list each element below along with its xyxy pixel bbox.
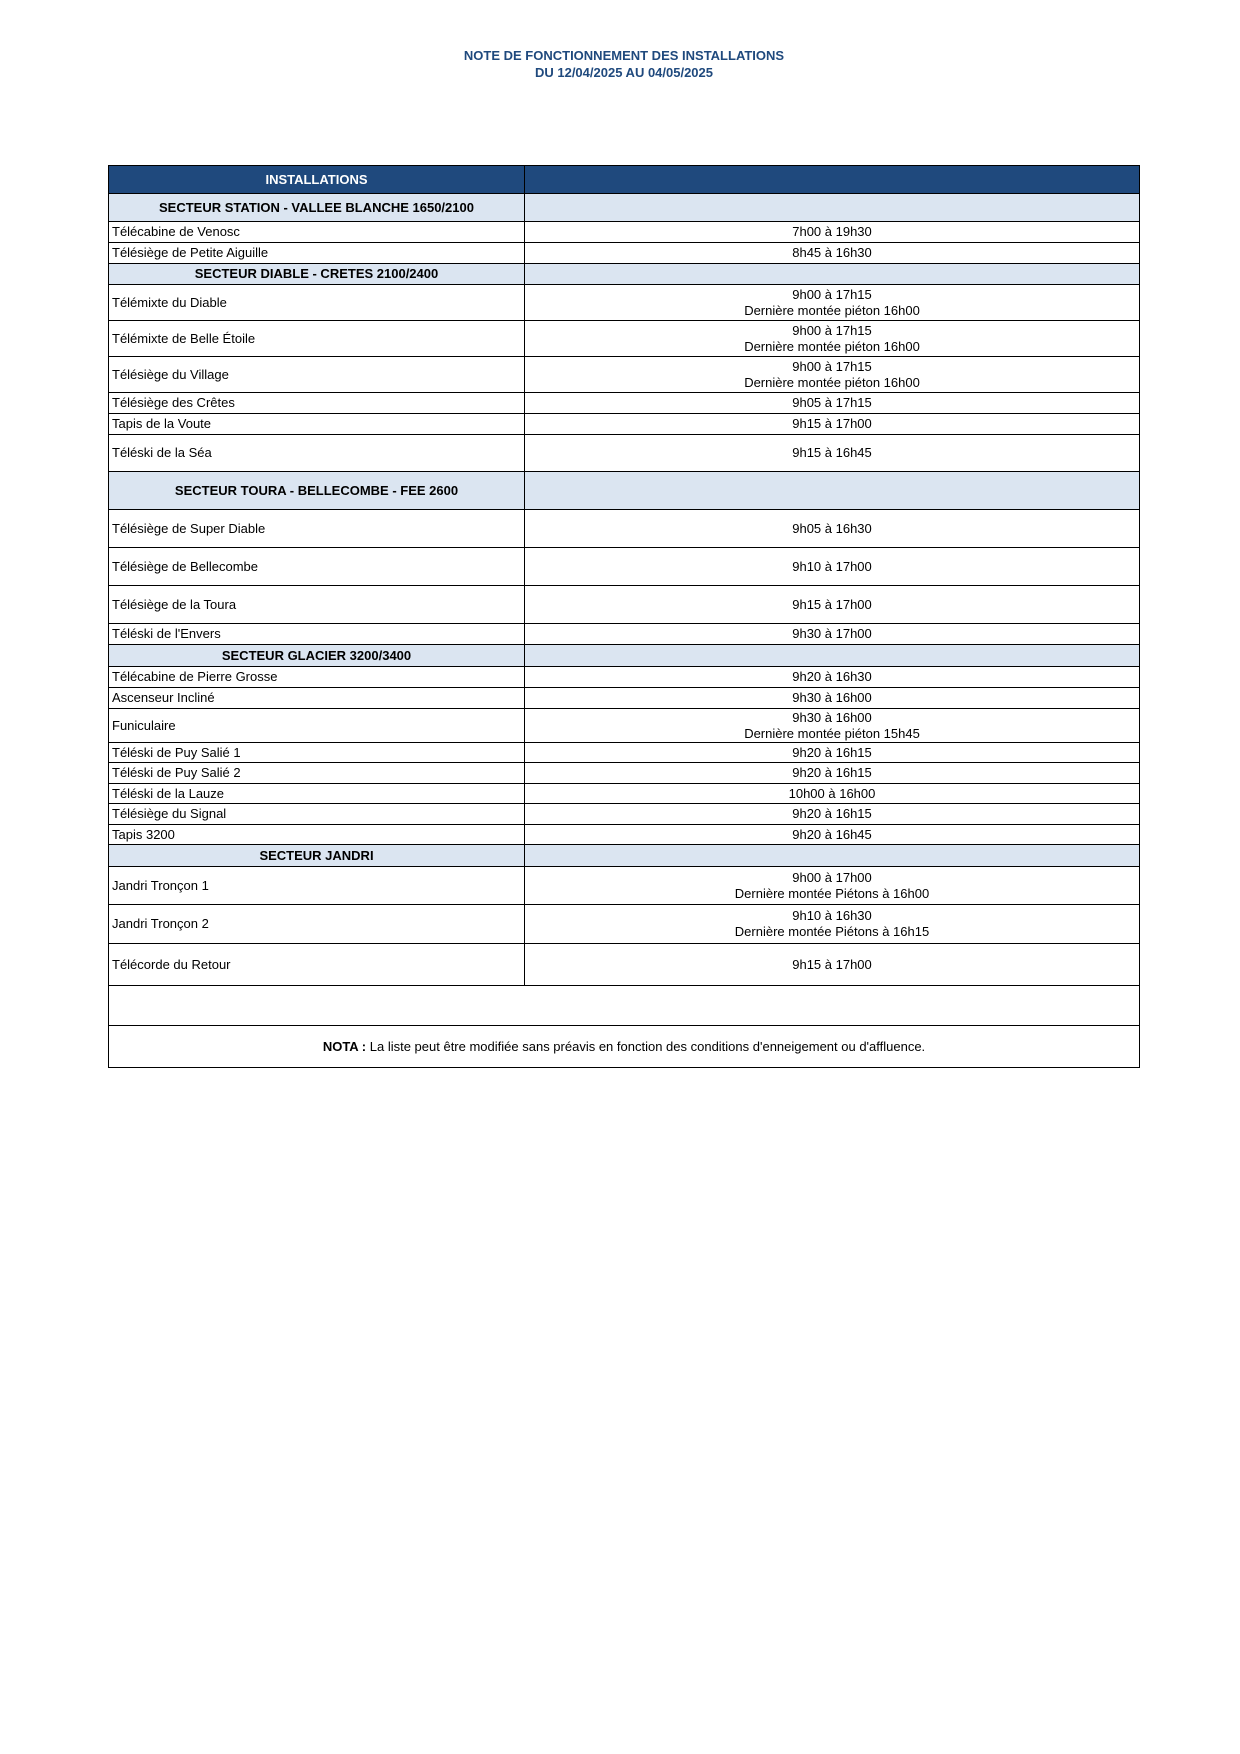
installation-name: Télécabine de Venosc	[109, 222, 525, 243]
nota-label: NOTA :	[322, 1038, 367, 1054]
opening-hours: 9h05 à 17h15	[792, 395, 872, 410]
installation-name: Télésiège du Village	[109, 357, 525, 393]
opening-hours: 9h05 à 16h30	[792, 520, 872, 536]
table-row	[109, 709, 1140, 743]
opening-hours-cell	[525, 321, 1140, 357]
opening-hours-cell	[525, 743, 1140, 763]
installation-name: Télésiège de Bellecombe	[109, 548, 525, 586]
opening-hours: 9h10 à 17h00	[792, 558, 872, 574]
installation-name: Télécabine de Pierre Grosse	[109, 667, 525, 688]
opening-hours: 7h00 à 19h30	[792, 224, 872, 239]
opening-hours-cell	[525, 285, 1140, 321]
section-title: SECTEUR DIABLE - CRETES 2100/2400	[109, 264, 525, 285]
opening-hours: 9h20 à 16h15	[792, 806, 872, 821]
installation-name: Téléski de Puy Salié 2	[109, 763, 525, 784]
opening-hours: 9h20 à 16h45	[792, 826, 872, 842]
opening-hours: 9h30 à 17h00	[792, 626, 872, 641]
installation-name: Télésiège de Super Diable	[109, 510, 525, 548]
opening-hours-cell	[525, 709, 1140, 743]
opening-hours: 9h00 à 17h15	[792, 322, 872, 338]
section-empty-cell	[525, 645, 1140, 667]
table-row	[109, 393, 1140, 414]
title-line-2: DU 12/04/2025 AU 04/05/2025	[534, 65, 714, 80]
table-row	[109, 414, 1140, 435]
nota-text: La liste peut être modifiée sans préavis en fonction des conditions d'enneigement ou d'affluence.	[366, 1038, 926, 1054]
opening-hours-cell	[525, 586, 1140, 624]
opening-hours: 9h30 à 16h00	[792, 690, 872, 705]
section-title: SECTEUR STATION - VALLEE BLANCHE 1650/2100	[109, 194, 525, 222]
table-row	[109, 243, 1140, 264]
section-header-row	[109, 472, 1140, 510]
installation-name: Téléski de la Séa	[109, 435, 525, 472]
installation-name: Téléski de Puy Salié 1	[109, 743, 525, 763]
opening-hours-cell	[525, 688, 1140, 709]
section-empty-cell	[525, 194, 1140, 222]
table-row	[109, 743, 1140, 763]
section-empty-cell	[525, 472, 1140, 510]
opening-hours-cell	[525, 510, 1140, 548]
table-row	[109, 586, 1140, 624]
opening-hours-cell	[525, 548, 1140, 586]
opening-hours: 9h30 à 16h00	[792, 709, 872, 725]
spacer-row	[109, 986, 1140, 1026]
opening-hours-cell	[525, 825, 1140, 845]
table-row	[109, 285, 1140, 321]
opening-hours: 9h20 à 16h15	[792, 744, 872, 760]
section-title: SECTEUR GLACIER 3200/3400	[109, 645, 525, 667]
nota-cell	[109, 1026, 1140, 1068]
opening-hours-cell	[525, 804, 1140, 825]
opening-hours-cell	[525, 243, 1140, 264]
opening-hours-cell	[525, 944, 1140, 986]
installation-name: Télésiège du Signal	[109, 804, 525, 825]
table-row	[109, 784, 1140, 804]
opening-hours: 9h00 à 17h00	[792, 869, 872, 885]
table-row	[109, 763, 1140, 784]
table-row	[109, 510, 1140, 548]
installation-name: Télésiège de Petite Aiguille	[109, 243, 525, 264]
opening-hours: 9h00 à 17h15	[792, 286, 872, 302]
last-ascent-note: Dernière montée piéton 15h45	[744, 725, 920, 741]
section-title: SECTEUR TOURA - BELLECOMBE - FEE 2600	[109, 472, 525, 510]
table-row	[109, 435, 1140, 472]
document-title	[0, 47, 1240, 81]
table-row	[109, 357, 1140, 393]
table-row	[109, 624, 1140, 645]
installation-name: Jandri Tronçon 1	[109, 867, 525, 905]
installation-name: Jandri Tronçon 2	[109, 905, 525, 944]
opening-hours-cell	[525, 222, 1140, 243]
opening-hours-cell	[525, 784, 1140, 804]
nota-row	[109, 1026, 1140, 1068]
installation-name: Télésiège des Crêtes	[109, 393, 525, 414]
opening-hours: 9h10 à 16h30	[792, 908, 872, 923]
last-ascent-note: Dernière montée Piétons à 16h15	[734, 924, 930, 939]
opening-hours-cell	[525, 667, 1140, 688]
last-ascent-note: Dernière montée piéton 16h00	[744, 338, 920, 354]
installation-name: Télésiège de la Toura	[109, 586, 525, 624]
table-row	[109, 321, 1140, 357]
opening-hours-cell	[525, 867, 1140, 905]
column-header-installations: INSTALLATIONS	[109, 166, 525, 194]
table-row	[109, 867, 1140, 905]
opening-hours: 9h00 à 17h15	[792, 358, 872, 374]
column-header-empty	[525, 166, 1140, 194]
section-title: SECTEUR JANDRI	[109, 845, 525, 867]
last-ascent-note: Dernière montée piéton 16h00	[744, 302, 920, 318]
opening-hours-cell	[525, 763, 1140, 784]
table-row	[109, 825, 1140, 845]
opening-hours-cell	[525, 435, 1140, 472]
opening-hours: 9h20 à 16h30	[792, 669, 872, 684]
installation-name: Funiculaire	[109, 709, 525, 743]
installation-name: Télécorde du Retour	[109, 944, 525, 986]
table-header-row	[109, 166, 1140, 194]
table-row	[109, 944, 1140, 986]
opening-hours: 10h00 à 16h00	[788, 785, 876, 801]
table-row	[109, 222, 1140, 243]
installation-name: Télémixte de Belle Étoile	[109, 321, 525, 357]
opening-hours: 9h15 à 17h00	[792, 416, 872, 431]
section-header-row	[109, 264, 1140, 285]
table-row	[109, 667, 1140, 688]
installation-name: Tapis de la Voute	[109, 414, 525, 435]
opening-hours: 9h15 à 17h00	[792, 956, 872, 972]
installation-name: Téléski de l'Envers	[109, 624, 525, 645]
opening-hours-cell	[525, 905, 1140, 944]
installation-name: Télémixte du Diable	[109, 285, 525, 321]
opening-hours: 9h20 à 16h15	[792, 765, 872, 780]
last-ascent-note: Dernière montée Piétons à 16h00	[734, 885, 930, 901]
section-header-row	[109, 845, 1140, 867]
installation-name: Tapis 3200	[109, 825, 525, 845]
opening-hours-cell	[525, 393, 1140, 414]
opening-hours: 8h45 à 16h30	[792, 245, 872, 260]
title-line-1: NOTE DE FONCTIONNEMENT DES INSTALLATIONS	[463, 48, 785, 63]
table-row	[109, 688, 1140, 709]
opening-hours: 9h15 à 17h00	[792, 596, 872, 612]
section-header-row	[109, 194, 1140, 222]
last-ascent-note: Dernière montée piéton 16h00	[744, 374, 920, 390]
installations-table	[108, 165, 1140, 1068]
table-row	[109, 905, 1140, 944]
opening-hours-cell	[525, 357, 1140, 393]
section-empty-cell	[525, 845, 1140, 867]
section-empty-cell	[525, 264, 1140, 285]
opening-hours: 9h15 à 16h45	[792, 445, 872, 460]
installation-name: Ascenseur Incliné	[109, 688, 525, 709]
opening-hours-cell	[525, 414, 1140, 435]
table-row	[109, 804, 1140, 825]
table-row	[109, 548, 1140, 586]
section-header-row	[109, 645, 1140, 667]
installation-name: Téléski de la Lauze	[109, 784, 525, 804]
opening-hours-cell	[525, 624, 1140, 645]
spacer-cell	[109, 986, 1140, 1026]
